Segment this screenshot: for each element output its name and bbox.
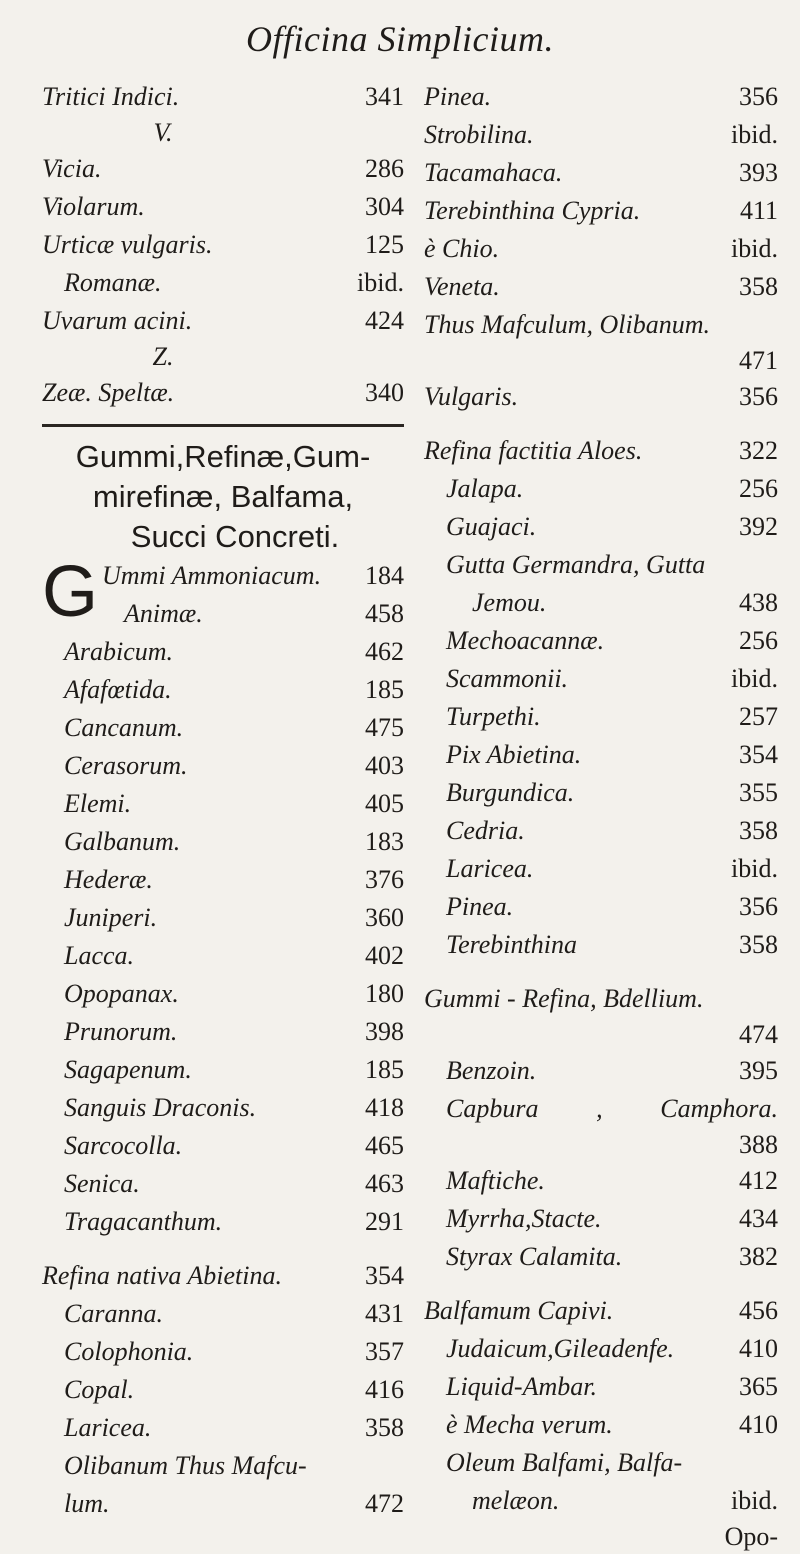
page-number: 471 [739,346,778,375]
entry-label: Turpethi. [446,702,541,731]
entry-label: Balfamum Capivi. [424,1296,614,1325]
index-entry [424,1406,778,1444]
entry-label: Violarum. [42,192,145,221]
entry-page: 434 [739,1204,778,1233]
entry-page: 403 [365,751,404,780]
index-entry [424,850,778,888]
entry-label: Cedria. [446,816,525,845]
index-entry [42,302,404,340]
index-entry [424,660,778,698]
index-entry: Refina factitia Aloes. 322 [424,436,778,465]
entry-label: Romanæ. [64,268,162,297]
resina-entries [42,1295,404,1447]
entry-label: Judaicum,Gileadenfe. [446,1334,675,1363]
entry-label: Pinea. [446,892,514,921]
index-entry [424,154,778,192]
entry-label: Cancanum. [64,713,184,742]
entry-label: Caranna. [64,1299,163,1328]
entry-page: ibid. [731,664,778,693]
entry-page: 358 [739,816,778,845]
entry-page: 424 [365,306,404,335]
index-entry: Refina nativa Abietina. 354 [42,1261,404,1290]
index-entry [42,1089,404,1127]
entry-label: Prunorum. [64,1017,178,1046]
entry-page: 354 [739,740,778,769]
entry-page: 360 [365,903,404,932]
section-heading-line-2: mirefinæ, Balfama, [92,479,354,514]
section-letter-v: V. [153,118,173,147]
index-entry [42,823,404,861]
index-entry: Vulgaris. 356 [424,382,778,411]
index-entry [424,888,778,926]
index-entry [42,226,404,264]
entry-label: Sagapenum. [64,1055,192,1084]
entry-label: Laricea. [446,854,534,883]
index-entry [424,116,778,154]
index-entry [42,188,404,226]
entry-page: 382 [739,1242,778,1271]
entry-label: Liquid-Ambar. [446,1372,597,1401]
index-entry [424,812,778,850]
index-entry [424,470,778,508]
entry-page: 355 [739,778,778,807]
entry-page: 431 [365,1299,404,1328]
entry-label: è Mecha verum. [446,1410,613,1439]
entry-page: 257 [739,702,778,731]
index-entry-multiline: Olibanum Thus Mafcu- [64,1451,307,1480]
entry-label: Senica. [64,1169,140,1198]
entry-label: Styrax Calamita. [446,1242,623,1271]
index-entry [42,264,404,302]
entry-page: 463 [365,1169,404,1198]
entry-page: ibid. [357,268,404,297]
index-entry [42,1165,404,1203]
balsamum-entries [424,1292,778,1444]
entry-label: Afafœtida. [64,675,172,704]
entry-label: è Chio. [424,234,500,263]
entry-label: Scammonii. [446,664,569,693]
gummi-resina-entries-2 [424,1162,778,1276]
entry-label: Burgundica. [446,778,575,807]
index-entry [42,709,404,747]
entry-page: 405 [365,789,404,818]
index-entry [424,1162,778,1200]
resina-nativa-continued [424,78,778,306]
index-entry-multiline: Oleum Balfami, Balfa- [446,1448,683,1477]
index-entry [42,899,404,937]
section-letter-z: Z. [152,342,174,371]
entry-label: Laricea. [64,1413,152,1442]
entry-label: Tragacanthum. [64,1207,223,1236]
page-number: 474 [739,1020,778,1049]
entry-page: 125 [365,230,404,259]
index-entry [424,1292,778,1330]
entry-label: Opopanax. [64,979,179,1008]
entry-page: 180 [365,979,404,1008]
index-entry [42,1409,404,1447]
entry-label: Sarcocolla. [64,1131,183,1160]
entry-page: 356 [739,82,778,111]
index-entry: melæon. ibid. [472,1486,778,1515]
entry-label: Maftiche. [446,1166,545,1195]
entry-page: 416 [365,1375,404,1404]
entry-page: 356 [739,892,778,921]
entry-label: Terebinthina Cypria. [424,196,641,225]
entry-page: 393 [739,158,778,187]
section-rule [42,424,404,427]
right-column [424,78,778,1554]
entry-label: Arabicum. [64,637,174,666]
index-entry-multiline: Capbura , Camphora. [446,1094,778,1123]
index-entry-multiline: Thus Mafculum, Olibanum. [424,310,710,339]
entry-page: 410 [739,1334,778,1363]
index-entry [424,1330,778,1368]
entry-label: Jalapa. [446,474,524,503]
entry-page: 402 [365,941,404,970]
entry-label: Hederæ. [64,865,153,894]
entry-page: 358 [739,272,778,301]
entry-page: 395 [739,1056,778,1085]
entry-page: 304 [365,192,404,221]
entry-page: 465 [365,1131,404,1160]
index-entry: Jemou. 438 [472,588,778,617]
entry-label: Colophonia. [64,1337,194,1366]
index-entry [424,622,778,660]
entry-label: Tacamahaca. [424,158,563,187]
entry-page: 357 [365,1337,404,1366]
entry-page: 418 [365,1093,404,1122]
entry-label: Elemi. [64,789,132,818]
entry-label: Benzoin. [446,1056,537,1085]
index-entry [42,861,404,899]
entry-label: Pinea. [424,82,492,111]
index-entry: Tritici Indici. 341 [42,82,404,111]
entry-page: 183 [365,827,404,856]
v-entries [42,150,404,340]
entry-page: 256 [739,474,778,503]
index-entry [42,1203,404,1241]
catchword: Opo- [724,1522,778,1551]
index-entry [424,1200,778,1238]
index-entry: lum. 472 [64,1489,404,1518]
entry-label: Galbanum. [64,827,181,856]
entry-label: Juniperi. [64,903,158,932]
index-entry [42,937,404,975]
left-column [42,78,404,1523]
entry-page: 475 [365,713,404,742]
index-entry [424,926,778,964]
index-entry: Ummi Ammoniacum. 184 [102,561,404,590]
entry-label: Mechoacannæ. [446,626,605,655]
entry-page: 365 [739,1372,778,1401]
index-entry [424,268,778,306]
section-heading-line-1: Gummi,Refinæ,Gum- [75,439,371,474]
index-entry [42,1333,404,1371]
running-head: Officina Simplicium. [246,19,554,59]
entry-label: Urticæ vulgaris. [42,230,213,259]
index-entry: Animæ. 458 [124,599,404,628]
entry-page: 412 [739,1166,778,1195]
index-entry [424,508,778,546]
entry-page: 398 [365,1017,404,1046]
page-number: 388 [739,1130,778,1159]
factitia-entries-2 [424,622,778,964]
index-entry [424,192,778,230]
index-entry [42,975,404,1013]
entry-page: 291 [365,1207,404,1236]
index-entry [42,1013,404,1051]
index-entry [42,1127,404,1165]
index-entry-multiline: Gutta Germandra, Gutta [446,550,706,579]
entry-label: Myrrha,Stacte. [446,1204,602,1233]
index-entry [42,150,404,188]
index-entry [424,736,778,774]
entry-page: 358 [739,930,778,959]
entry-label: Vicia. [42,154,102,183]
entry-page: 286 [365,154,404,183]
section-heading-line-3: Succi Concreti. [130,519,340,554]
entry-label: Veneta. [424,272,500,301]
gummi-first-block [42,552,404,633]
index-entry [42,1051,404,1089]
entry-page: 410 [739,1410,778,1439]
index-entry [424,1368,778,1406]
index-entry-multiline: Gummi - Refina, Bdellium. [424,984,704,1013]
entry-page: 462 [365,637,404,666]
index-entry [42,1371,404,1409]
entry-page: ibid. [731,120,778,149]
gummi-resina-entries [424,1052,778,1090]
entry-page: 411 [739,196,778,225]
entry-label: Terebinthina [446,930,577,959]
entry-label: Sanguis Draconis. [64,1093,257,1122]
index-entry [42,633,404,671]
entry-label: Copal. [64,1375,135,1404]
entry-page: 185 [365,1055,404,1084]
index-entry [424,78,778,116]
entry-page: 358 [365,1413,404,1442]
entry-page: 392 [739,512,778,541]
drop-cap: G [42,552,99,632]
index-entry [42,785,404,823]
entry-page: 256 [739,626,778,655]
index-entry: Zeæ. Speltæ. 340 [42,378,404,407]
factitia-entries [424,470,778,546]
index-entry [42,671,404,709]
entry-page: ibid. [731,854,778,883]
index-entry [424,774,778,812]
index-entry [424,230,778,268]
index-entry [424,1238,778,1276]
gummi-entries [42,633,404,1241]
entry-label: Lacca. [64,941,135,970]
entry-label: Uvarum acini. [42,306,193,335]
entry-page: 376 [365,865,404,894]
index-entry [42,1295,404,1333]
entry-label: Pix Abietina. [446,740,582,769]
entry-page: 456 [739,1296,778,1325]
entry-page: 185 [365,675,404,704]
entry-label: Strobilina. [424,120,534,149]
index-entry [424,1052,778,1090]
entry-label: Guajaci. [446,512,537,541]
entry-page: ibid. [731,234,778,263]
index-entry [42,747,404,785]
index-entry [424,698,778,736]
entry-label: Cerasorum. [64,751,188,780]
